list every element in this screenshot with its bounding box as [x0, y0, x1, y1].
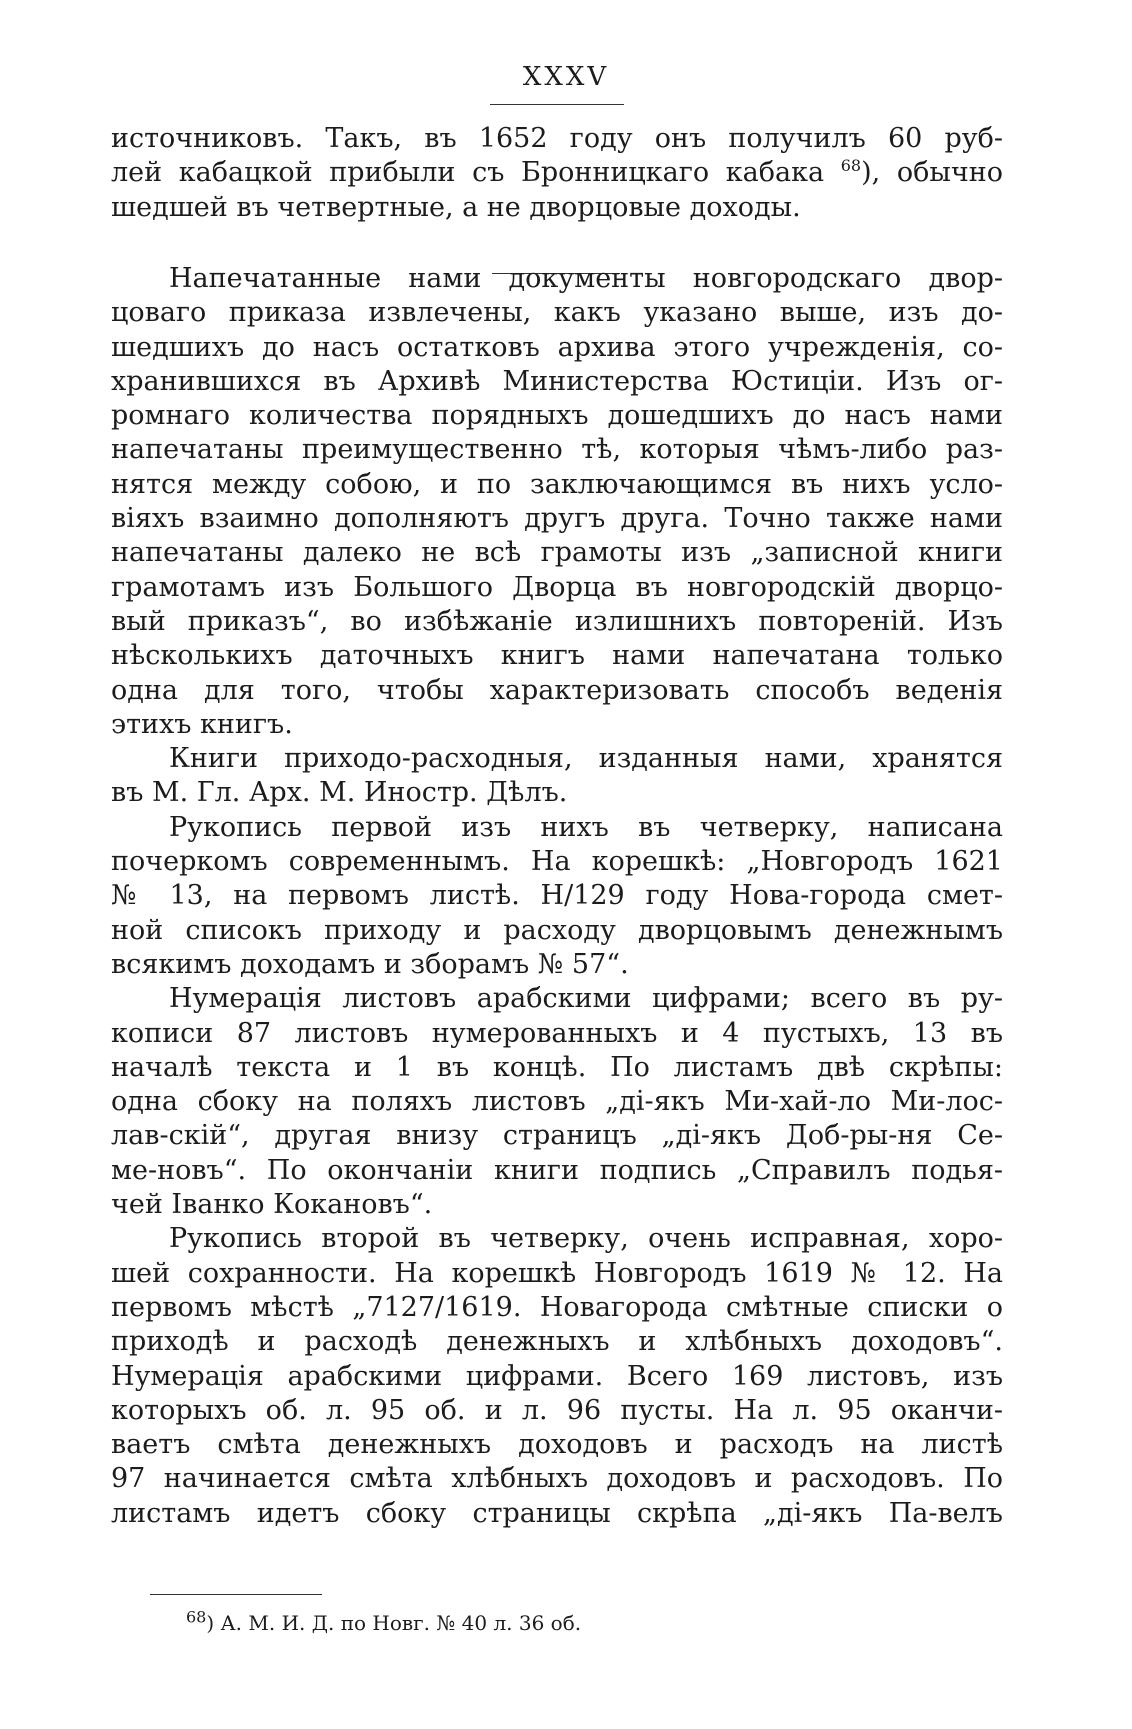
footnote-text: ) А. М. И. Д. по Новг. № 40 л. 36 об.	[206, 1611, 582, 1635]
text-line: листамъ идетъ сбоку страницы скрѣпа „ді-якъ Па-велъ	[111, 1497, 1003, 1529]
text-line: Рукопись первой изъ нихъ въ четверку, написана	[169, 811, 1003, 843]
page-number: XXXV	[522, 62, 610, 92]
text-line: № 13, на первомъ листѣ. Н/129 году Нова-города смет-	[111, 880, 1003, 912]
text-line: одна сбоку на поляхъ листовъ „ді-якъ Ми-хай-ло Ми-лос-	[111, 1086, 1003, 1118]
text-line: въ М. Гл. Арх. М. Иностр. Дѣлъ.	[111, 777, 568, 809]
text-line: началѣ текста и 1 въ концѣ. По листамъ двѣ скрѣпы:	[111, 1051, 1003, 1083]
text-line: напечатаны далеко не всѣ грамоты изъ „записной книги	[111, 537, 1003, 569]
text-line: шей сохранности. На корешкѣ Новгородъ 1619 № 12. На	[111, 1257, 1003, 1289]
text-line	[111, 156, 1003, 190]
text-fragment: лей кабацкой прибыли съ Бронницкаго кабака	[111, 157, 825, 189]
text-line: напечатаны преимущественно тѣ, которыя чѣмъ-либо раз-	[111, 434, 1003, 466]
footnote-number: 68	[186, 1607, 207, 1627]
text-line: чей Іванко Кокановъ“.	[111, 1189, 433, 1221]
text-line: первомъ мѣстѣ „7127/1619. Новагорода смѣтные списки о	[111, 1291, 1003, 1323]
paragraph	[111, 1222, 1003, 1531]
text-line: вый приказъ“, во избѣжаніе излишнихъ повтореній. Изъ	[111, 605, 1003, 637]
text-line: Нумерація листовъ арабскими цифрами; всего въ ру-	[169, 983, 1003, 1015]
text-line: ваетъ смѣта денежныхъ доходовъ и расходъ на листѣ	[111, 1429, 1003, 1461]
footnote-ref: 68	[840, 156, 862, 176]
paragraph	[111, 742, 1003, 811]
text-line: Рукопись второй въ четверку, очень исправная, хоро-	[169, 1223, 1003, 1255]
paragraph	[111, 811, 1003, 982]
text-line: ной списокъ приходу и расходу дворцовымъ денежнымъ	[111, 914, 1003, 946]
text-line: Напечатанные нами документы новгородскаго двор-	[169, 263, 1003, 294]
text-line: ромнаго количества порядныхъ дошедшихъ до насъ нами	[111, 400, 1003, 432]
text-line: приходѣ и расходѣ денежныхъ и хлѣбныхъ доходовъ“.	[111, 1326, 1003, 1358]
text-line: віяхъ взаимно дополняютъ другъ друга. Точно также нами	[111, 503, 1003, 535]
text-line: шедшихъ до насъ остатковъ архива этого учрежденія, со-	[111, 331, 1003, 363]
text-line: грамотамъ изъ Большого Дворца въ новгородскій дворцо-	[111, 571, 1003, 603]
text-line: которыхъ об. л. 95 об. и л. 96 пусты. На л. 95 оканчи-	[111, 1394, 1003, 1426]
text-line: Книги приходо-расходныя, изданныя нами, хранятся	[169, 743, 1003, 775]
footnote-rule	[150, 1594, 322, 1595]
text-line: кописи 87 листовъ нумерованныхъ и 4 пустыхъ, 13 въ	[111, 1017, 1003, 1049]
paragraph	[111, 262, 1003, 742]
text-line: Нумерація арабскими цифрами. Всего 169 листовъ, изъ	[111, 1360, 1003, 1392]
text-line: одна для того, чтобы характеризовать способъ веденія	[111, 674, 1003, 706]
text-line: всякимъ доходамъ и зборамъ № 57“.	[111, 948, 629, 980]
text-line: этихъ книгъ.	[111, 708, 293, 740]
text-line: нятся между собою, и по заключающимся въ нихъ усло-	[111, 468, 1003, 500]
text-line: шедшей въ четвертные, а не дворцовые доходы.	[111, 191, 801, 223]
main-text	[111, 262, 1003, 1531]
text-line: нѣсколькихъ даточныхъ книгъ нами напечатана только	[111, 640, 1003, 672]
text-line: хранившихся въ Архивѣ Министерства Юстиціи. Изъ ог-	[111, 365, 1003, 397]
text-line: цоваго приказа извлечены, какъ указано выше, изъ до-	[111, 297, 1003, 329]
text-line: ме-новъ“. По окончаніи книги подпись „Справилъ подья-	[111, 1154, 1003, 1186]
intro-paragraph	[111, 122, 1003, 225]
header-rule	[490, 104, 624, 105]
paragraph	[111, 982, 1003, 1222]
text-line: почеркомъ современнымъ. На корешкѣ: „Новгородъ 1621	[111, 846, 1003, 878]
text-line: 97 начинается смѣта хлѣбныхъ доходовъ и расходовъ. По	[111, 1463, 1003, 1495]
text-fragment: ), обычно	[861, 157, 1003, 189]
text-line: лав-скій“, другая внизу страницъ „ді-якъ Доб-ры-ня Се-	[111, 1120, 1003, 1152]
text-line: источниковъ. Такъ, въ 1652 году онъ получилъ 60 руб-	[111, 123, 1003, 154]
footnote	[186, 1607, 582, 1635]
